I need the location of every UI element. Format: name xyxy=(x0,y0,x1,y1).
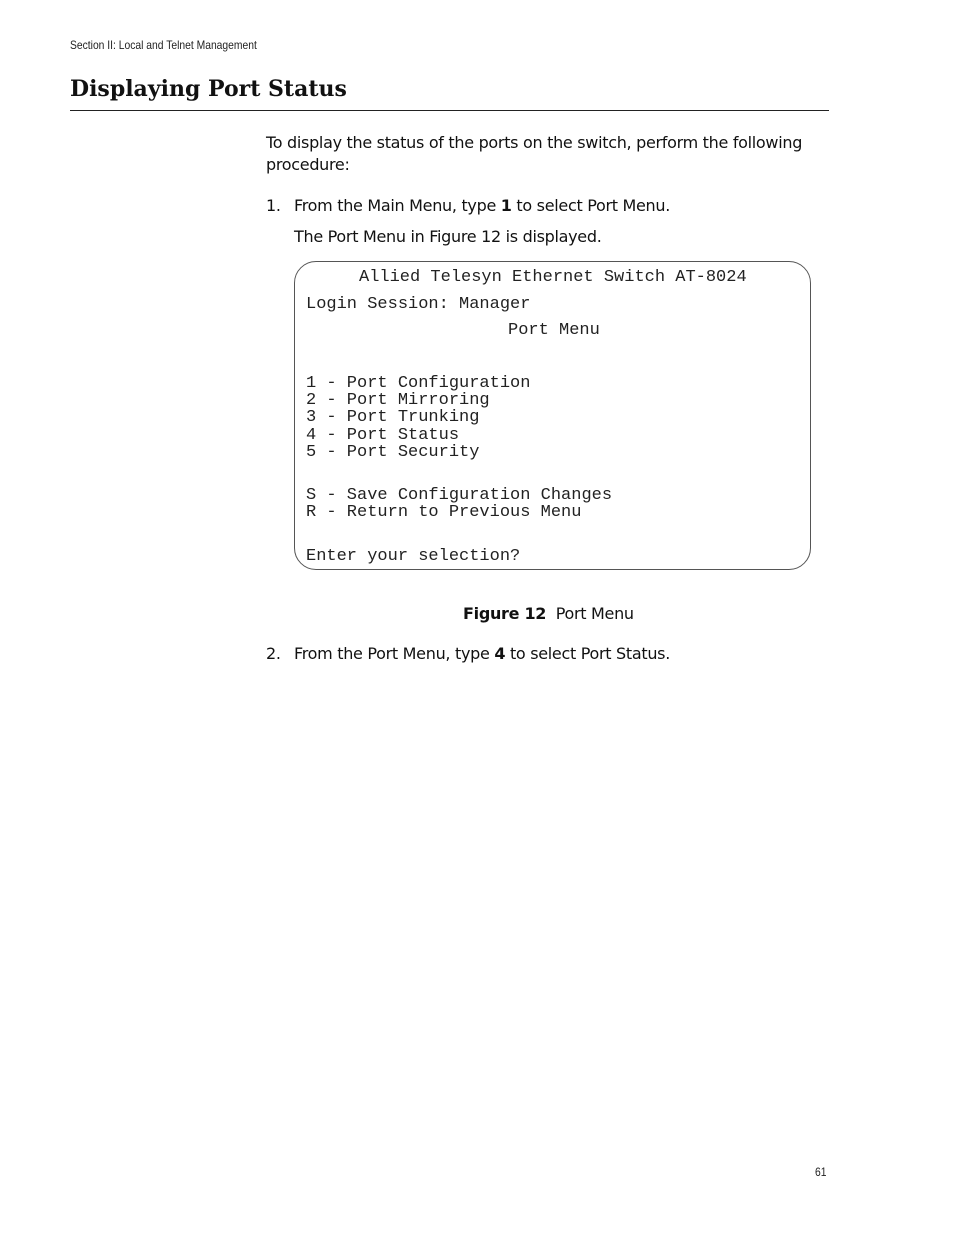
step-text-after: to select Port Status. xyxy=(505,644,670,663)
figure-caption xyxy=(463,603,634,625)
terminal-menu-title: Port Menu xyxy=(508,321,600,340)
step-text-before: From the Port Menu, type xyxy=(294,644,495,663)
step-number: 2. xyxy=(266,644,281,663)
menu-command-save: S - Save Configuration Changes xyxy=(306,486,613,505)
page-number: 61 xyxy=(815,1165,827,1179)
menu-command-return: R - Return to Previous Menu xyxy=(306,503,582,522)
terminal-header: Allied Telesyn Ethernet Switch AT-8024 xyxy=(359,268,747,287)
step-text-after: to select Port Menu. xyxy=(511,196,671,215)
intro-paragraph: To display the status of the ports on the switch, perform the following procedure: xyxy=(266,133,803,174)
terminal-screen xyxy=(294,261,811,570)
menu-option-port-trunking: 3 - Port Trunking xyxy=(306,408,480,427)
step-text-before: From the Main Menu, type xyxy=(294,196,501,215)
menu-option-port-status: 4 - Port Status xyxy=(306,426,460,445)
menu-option-port-mirroring: 2 - Port Mirroring xyxy=(306,391,490,410)
title-rule xyxy=(70,110,829,111)
running-head: Section II: Local and Telnet Management xyxy=(70,38,257,52)
figure-caption-text: Port Menu xyxy=(555,604,634,623)
terminal-prompt: Enter your selection? xyxy=(306,547,521,566)
step-number: 1. xyxy=(266,196,281,215)
step-key: 1 xyxy=(500,196,512,215)
menu-option-port-configuration: 1 - Port Configuration xyxy=(306,374,531,393)
section-title: Displaying Port Status xyxy=(70,76,347,102)
menu-option-port-security: 5 - Port Security xyxy=(306,443,480,462)
figure-label: Figure 12 xyxy=(463,604,547,623)
step-key: 4 xyxy=(494,644,506,663)
step-1-note: The Port Menu in Figure 12 is displayed. xyxy=(294,227,602,246)
step-text xyxy=(294,195,670,217)
terminal-session: Login Session: Manager xyxy=(306,295,531,314)
step-text xyxy=(294,643,670,665)
